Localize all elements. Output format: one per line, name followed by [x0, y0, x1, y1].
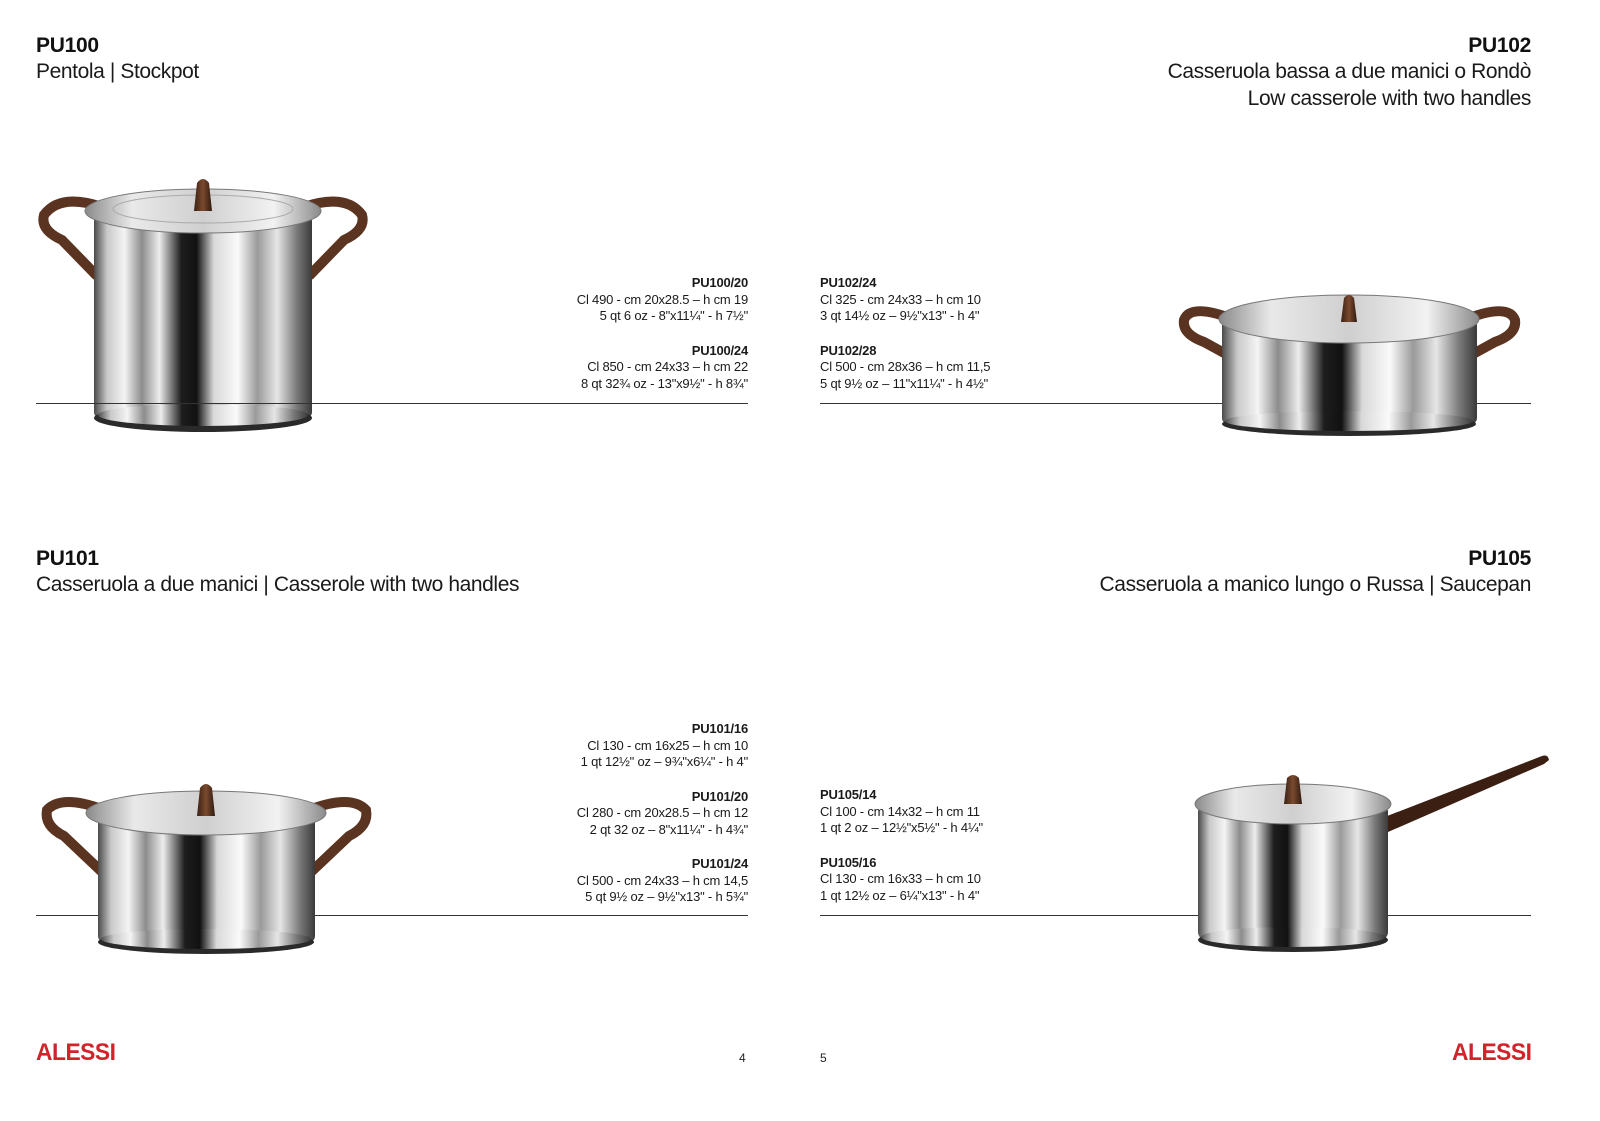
variant-spec-imperial: 5 qt 9½ oz – 11"x11¼" - h 4½"	[820, 375, 989, 391]
variant-pu102-28	[820, 343, 1120, 393]
variant-code: PU102/24	[820, 275, 877, 290]
variant-spec-imperial: 5 qt 6 oz - 8"x11¼" - h 7½"	[599, 308, 748, 323]
product-description: Pentola | Stockpot	[36, 60, 199, 83]
divider-line	[36, 403, 748, 404]
product-code: PU101	[36, 547, 99, 570]
pu102-variants	[820, 275, 1120, 410]
stockpot-image	[40, 175, 370, 440]
product-pu101-header	[36, 547, 519, 598]
variant-spec-metric: Cl 850 - cm 24x33 – h cm 22	[587, 359, 748, 374]
product-code: PU100	[36, 34, 99, 57]
product-description: Casseruola a manico lungo o Russa | Saucepan	[1099, 573, 1531, 596]
variant-spec-imperial: 8 qt 32¾ oz - 13"x9½" - h 8¾"	[580, 375, 748, 391]
variant-spec-imperial: 1 qt 12½" oz – 9¾"x6¼" - h 4"	[580, 754, 748, 769]
product-pu100-header	[36, 34, 199, 85]
variant-spec-imperial: 5 qt 9½ oz – 9½"x13" - h 5¾"	[585, 889, 748, 904]
variant-spec-imperial: 3 qt 14½ oz – 9½"x13" - h 4"	[820, 308, 980, 323]
product-description: Casseruola a due manici | Casserole with two handles	[36, 573, 520, 596]
variant-code: PU100/24	[691, 342, 748, 358]
variant-code: PU105/16	[820, 854, 877, 870]
pu101-variants	[470, 721, 748, 924]
variant-code: PU101/24	[691, 856, 748, 871]
variant-spec-imperial: 1 qt 12½ oz – 6¼"x13" - h 4"	[820, 887, 980, 903]
variant-spec-metric: Cl 500 - cm 24x33 – h cm 14,5	[576, 872, 748, 888]
variant-code: PU105/14	[820, 787, 877, 802]
variant-spec-metric: Cl 500 - cm 28x36 – h cm 11,5	[820, 359, 991, 374]
variant-pu101-16	[470, 721, 748, 771]
product-description: Casseruola bassa a due manici o Rondò	[1167, 60, 1531, 83]
product-code: PU105	[1468, 547, 1531, 570]
variant-spec-metric: Cl 280 - cm 20x28.5 – h cm 12	[576, 805, 748, 820]
page-number-right: 5	[820, 1051, 827, 1065]
alessi-logo-right: ALESSI	[1452, 1039, 1532, 1066]
variant-code: PU100/20	[691, 275, 748, 290]
variant-pu100-20	[470, 275, 748, 325]
pu105-variants	[820, 787, 1120, 922]
variant-code: PU101/20	[691, 788, 748, 804]
saucepan-image	[1192, 748, 1552, 958]
variant-pu105-14	[820, 787, 1120, 837]
variant-spec-metric: Cl 325 - cm 24x33 – h cm 10	[820, 291, 981, 307]
product-pu105-header	[831, 547, 1531, 598]
variant-pu101-24	[470, 856, 748, 906]
product-description-en: Low casserole with two handles	[1247, 87, 1531, 110]
variant-spec-metric: Cl 130 - cm 16x25 – h cm 10	[587, 737, 748, 753]
low-casserole-image	[1182, 292, 1517, 442]
variant-pu102-24	[820, 275, 1120, 325]
variant-code: PU102/28	[820, 342, 877, 358]
product-pu102-header	[931, 34, 1531, 112]
page-number-left: 4	[739, 1051, 746, 1065]
variant-pu105-16	[820, 855, 1120, 905]
variant-spec-imperial: 2 qt 32 oz – 8"x11¼" - h 4¾"	[589, 821, 748, 837]
variant-pu100-24	[470, 343, 748, 393]
variant-code: PU101/16	[691, 721, 748, 736]
alessi-logo-left: ALESSI	[36, 1039, 116, 1066]
product-code: PU102	[1468, 34, 1531, 57]
variant-spec-metric: Cl 490 - cm 20x28.5 – h cm 19	[576, 291, 748, 307]
pu100-variants	[470, 275, 748, 410]
variant-spec-metric: Cl 130 - cm 16x33 – h cm 10	[820, 871, 981, 886]
variant-spec-imperial: 1 qt 2 oz – 12½"x5½" - h 4¼"	[820, 820, 983, 835]
variant-spec-metric: Cl 100 - cm 14x32 – h cm 11	[820, 803, 980, 819]
casserole-image	[44, 780, 369, 960]
variant-pu101-20	[470, 789, 748, 839]
